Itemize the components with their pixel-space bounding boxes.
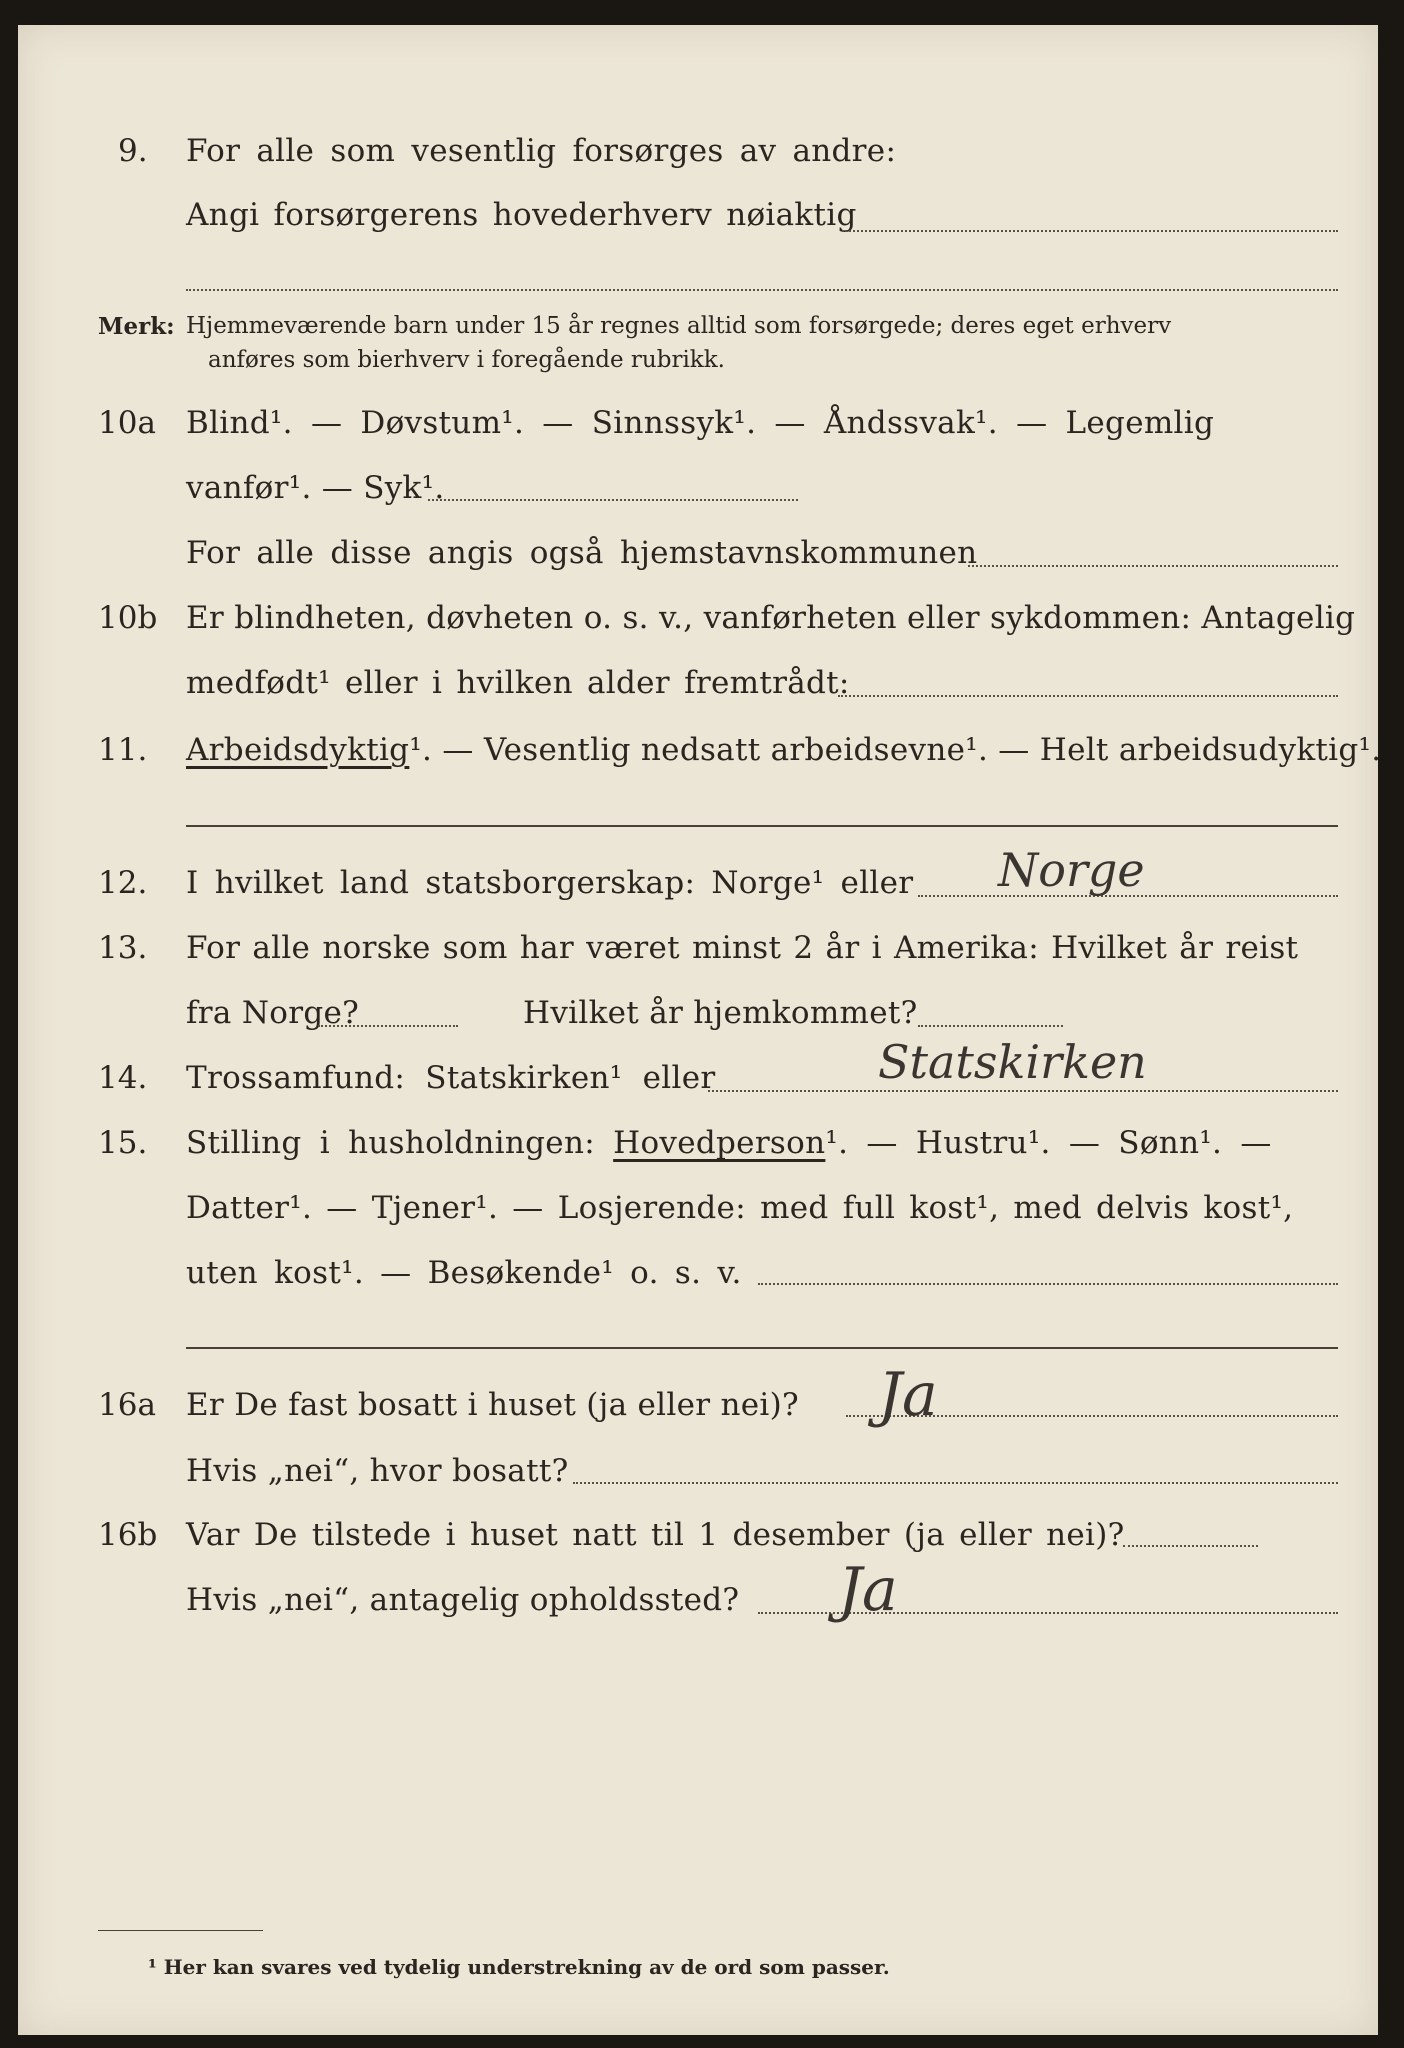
q13-line2b: Hvilket år hjemkommet? [523, 995, 918, 1031]
q9-answer-line [842, 230, 1338, 232]
q11-answer-line [186, 825, 1338, 827]
q10b-answer-line [838, 695, 1338, 697]
q15-answer-line [758, 1283, 1338, 1285]
q10a-number: 10a [98, 405, 156, 441]
q15-line1 [186, 1125, 1272, 1161]
q16b-handwritten-answer: Ja [838, 1555, 898, 1625]
q12-handwritten-answer: Norge [998, 843, 1145, 897]
q14-answer-line [708, 1090, 1338, 1092]
q16b-line1: Var De tilstede i huset natt til 1 desember (ja eller nei)? [186, 1517, 1125, 1553]
q16a-line2: Hvis „nei“, hvor bosatt? [186, 1453, 569, 1489]
q12-number: 12. [98, 865, 148, 901]
q10a-answer-line [428, 499, 798, 501]
q15-options: ¹. — Hustru¹. — Sønn¹. — [825, 1125, 1272, 1161]
q10a-line2: vanfør¹. — Syk¹. [186, 470, 445, 506]
merk-line2: anføres som bierhverv i foregående rubrikk. [208, 347, 725, 373]
merk-line1: Hjemmeværende barn under 15 år regnes alltid som forsørgede; deres eget erhverv [186, 313, 1172, 339]
q9-answer-line-2 [186, 289, 1338, 291]
q16b-number: 16b [98, 1517, 158, 1553]
q10b-number: 10b [98, 600, 158, 636]
q15-number: 15. [98, 1125, 148, 1161]
q10a-line1: Blind¹. — Døvstum¹. — Sinnssyk¹. — Åndssvak¹. — Legemlig [186, 405, 1215, 441]
q10b-line2: medfødt¹ eller i hvilken alder fremtrådt: [186, 665, 850, 701]
footnote-rule [98, 1930, 263, 1931]
q16a-line1: Er De fast bosatt i huset (ja eller nei)? [186, 1387, 799, 1423]
census-form-page [18, 25, 1382, 2035]
q16b-answer-line [1123, 1545, 1258, 1547]
q15-line3: uten kost¹. — Besøkende¹ o. s. v. [186, 1255, 742, 1291]
q16a-number: 16a [98, 1387, 156, 1423]
q10a-hjemstavn-line [968, 565, 1338, 567]
q9-number: 9. [118, 133, 148, 169]
q15-label: Stilling i husholdningen: [186, 1125, 595, 1161]
q12-text: I hvilket land statsborgerskap: Norge¹ eller [186, 865, 914, 901]
q14-handwritten-answer: Statskirken [878, 1035, 1147, 1089]
q10b-line1: Er blindheten, døvheten o. s. v., vanførheten eller sykdommen: Antagelig [186, 600, 1356, 636]
q13-number: 13. [98, 930, 148, 966]
q14-text: Trossamfund: Statskirken¹ eller [186, 1060, 716, 1096]
q13-reist-line [318, 1025, 458, 1027]
q10a-line3: For alle disse angis også hjemstavnskommunen [186, 535, 978, 571]
q9-line1: For alle som vesentlig forsørges av andre: [186, 133, 897, 169]
merk-label: Merk: [98, 313, 175, 340]
q16a-bosatt-line [573, 1482, 1338, 1484]
q16b-line2: Hvis „nei“, antagelig opholdssted? [186, 1582, 740, 1618]
q13-line2a: fra Norge? [186, 995, 360, 1031]
q15-underlined-answer: Hovedperson [613, 1125, 826, 1161]
q11-line [186, 732, 1381, 768]
q9-line2: Angi forsørgerens hovederhverv nøiaktig [186, 197, 857, 233]
q11-number: 11. [98, 732, 148, 768]
q11-underlined-answer: Arbeidsdyktig [186, 732, 410, 768]
q16a-handwritten-answer: Ja [878, 1360, 938, 1430]
q15-line2: Datter¹. — Tjener¹. — Losjerende: med full kost¹, med delvis kost¹, [186, 1190, 1294, 1226]
footnote: ¹ Her kan svares ved tydelig understrekning av de ord som passer. [148, 1955, 890, 1979]
q13-hjemkommet-line [918, 1025, 1063, 1027]
q14-number: 14. [98, 1060, 148, 1096]
q15-answer-line-2 [186, 1347, 1338, 1349]
q11-rest: ¹. — Vesentlig nedsatt arbeidsevne¹. — Helt arbeidsudyktig¹. [409, 732, 1382, 768]
q13-line1: For alle norske som har været minst 2 år i Amerika: Hvilket år reist [186, 930, 1299, 966]
